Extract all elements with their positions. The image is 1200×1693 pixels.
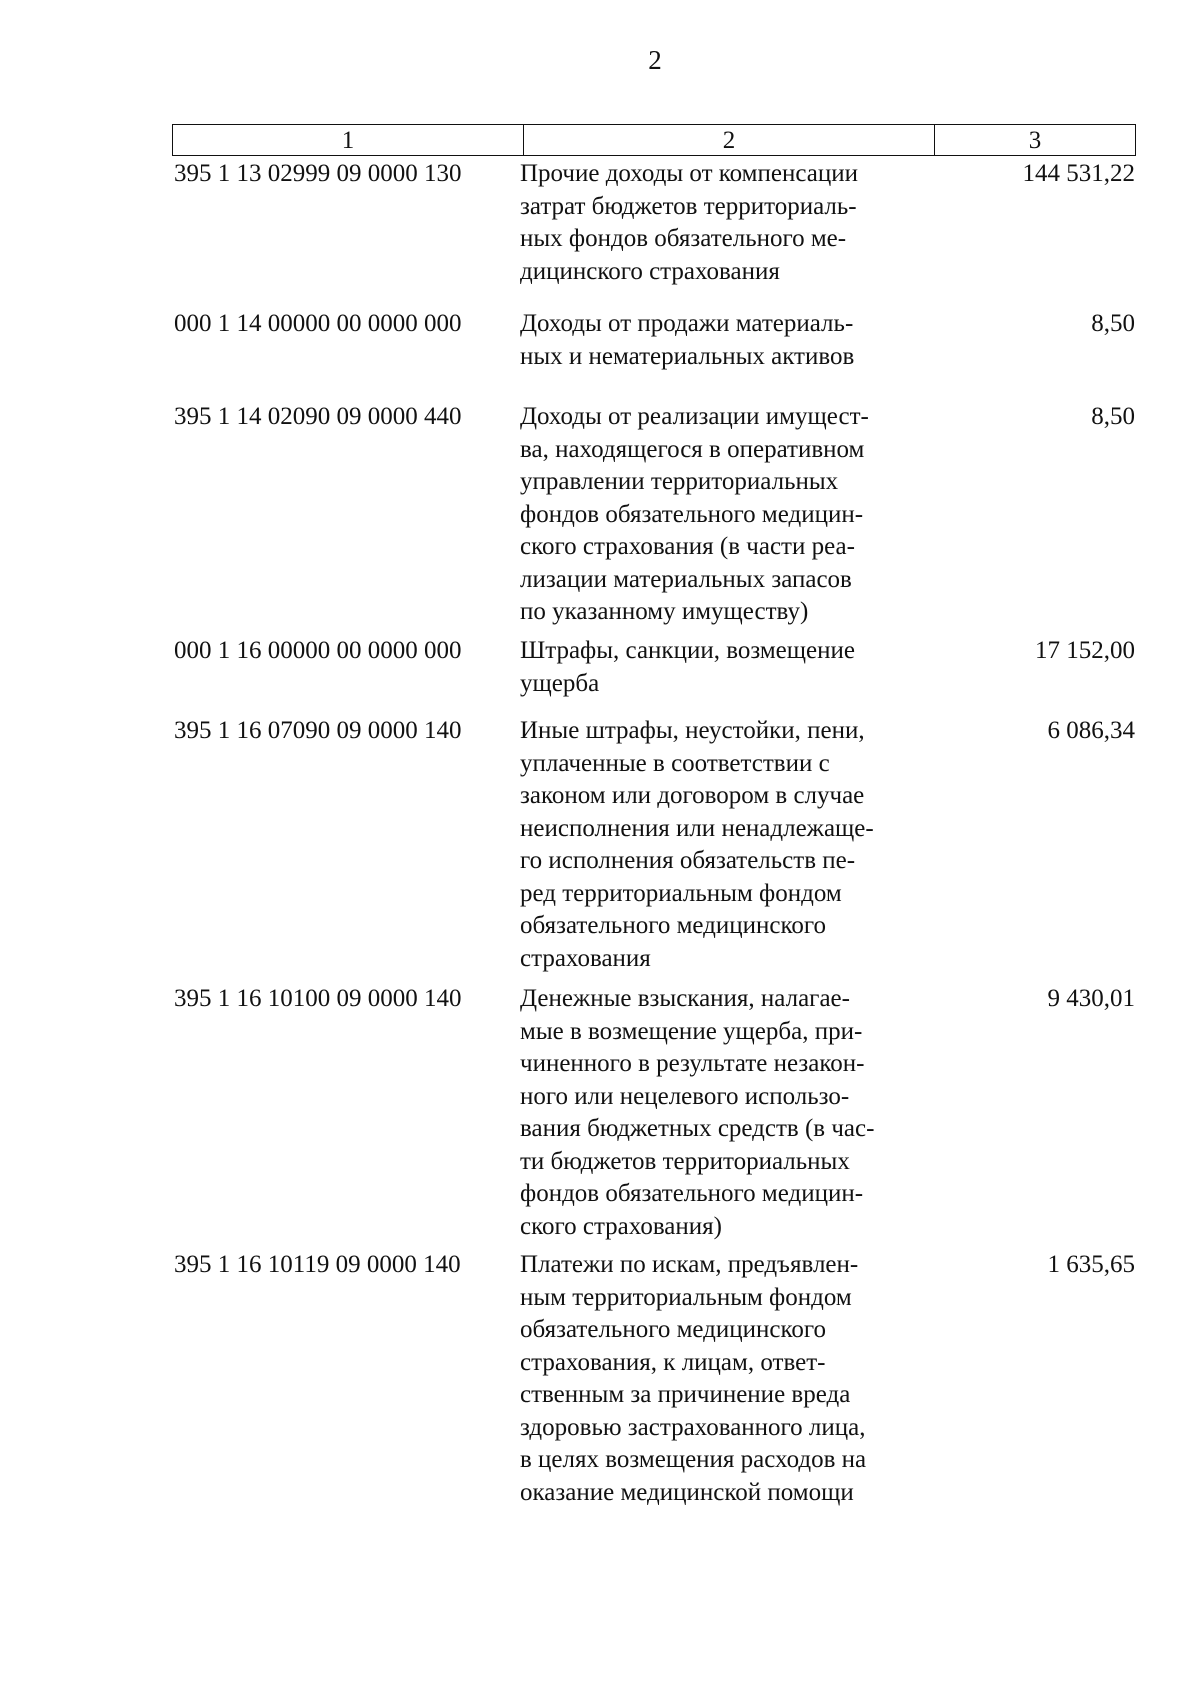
page-number: 2 [648,45,662,75]
amount-value: 8,50 [1091,403,1135,430]
description-line: затрат бюджетов территориаль- [520,192,857,220]
description-line: Денежные взыскания, налагае- [520,985,850,1012]
description-line: обязательного медицинского [520,912,827,939]
description-line: мые в возмещение ущерба, при- [520,1017,863,1045]
description-line: законом или договором в случае [520,782,865,809]
budget-code: 395 1 16 10119 09 0000 140 [174,1251,461,1278]
amount-value: 6 086,34 [1047,717,1135,744]
description-line: дицинского страхования [520,257,780,285]
amount-value: 8,50 [1091,310,1135,337]
header-col-3: 3 [1028,126,1042,154]
header-col-1: 1 [173,125,524,155]
description-line: ным территориальным фондом [520,1283,852,1311]
amount-value: 9 430,01 [1047,985,1135,1012]
budget-code: 395 1 16 10100 09 0000 140 [174,985,462,1012]
description-line: вания бюджетных средств (в час- [520,1115,875,1142]
description-line: Платежи по искам, предъявлен- [520,1251,859,1278]
description-line: Иные штрафы, неустойки, пени, [520,717,865,744]
description-line: уплаченные в соответствии с [520,749,830,777]
table-header [172,124,1136,156]
description-line: управлении территориальных [520,468,839,495]
description-line: го исполнения обязательств пе- [520,847,856,874]
income-description [520,983,920,1243]
budget-code: 395 1 16 07090 09 0000 140 [174,717,462,744]
income-description [520,1249,920,1509]
income-description [520,158,920,288]
description-line: Доходы от реализации имущест- [520,403,869,430]
description-line: ного или нецелевого использо- [520,1082,850,1110]
budget-code: 395 1 13 02999 09 0000 130 [174,160,462,187]
description-line: ва, находящегося в оперативном [520,435,865,463]
income-description [520,635,920,700]
header-col-2: 2 [524,125,935,155]
description-line: обязательного медицинского [520,1316,827,1343]
description-line: чиненного в результате незакон- [520,1050,865,1077]
amount-value: 1 635,65 [1047,1251,1135,1278]
description-line: ных и нематериальных активов [520,342,855,370]
income-description [520,401,920,629]
description-line: в целях возмещения расходов на [520,1446,867,1473]
description-line: ти бюджетов территориальных [520,1147,850,1175]
amount-value: 144 531,22 [1022,160,1135,187]
description-line: страхования, к лицам, ответ- [520,1348,826,1376]
description-line: здоровью застрахованного лица, [520,1413,866,1441]
income-description [520,308,920,373]
description-line: ского страхования (в части реа- [520,533,855,560]
description-line: по указанному имуществу) [520,598,809,625]
description-line: лизации материальных запасов [520,565,852,593]
description-line: ных фондов обязательного ме- [520,225,847,252]
income-description [520,715,920,975]
description-line: ред территориальным фондом [520,879,842,907]
budget-code: 000 1 16 00000 00 0000 000 [174,637,462,664]
budget-code: 395 1 14 02090 09 0000 440 [174,403,462,430]
budget-code: 000 1 14 00000 00 0000 000 [174,310,462,337]
description-line: ственным за причинение вреда [520,1381,851,1408]
description-line: фондов обязательного медицин- [520,500,864,528]
description-line: ущерба [520,669,600,697]
description-line: Доходы от продажи материаль- [520,310,854,337]
description-line: Штрафы, санкции, возмещение [520,637,855,664]
description-line: оказание медицинской помощи [520,1478,854,1506]
description-line: фондов обязательного медицин- [520,1180,864,1207]
description-line: страхования [520,944,651,972]
amount-value: 17 152,00 [1035,637,1135,664]
description-line: Прочие доходы от компенсации [520,160,858,187]
description-line: ского страхования) [520,1212,722,1240]
description-line: неисполнения или ненадлежаще- [520,814,874,842]
